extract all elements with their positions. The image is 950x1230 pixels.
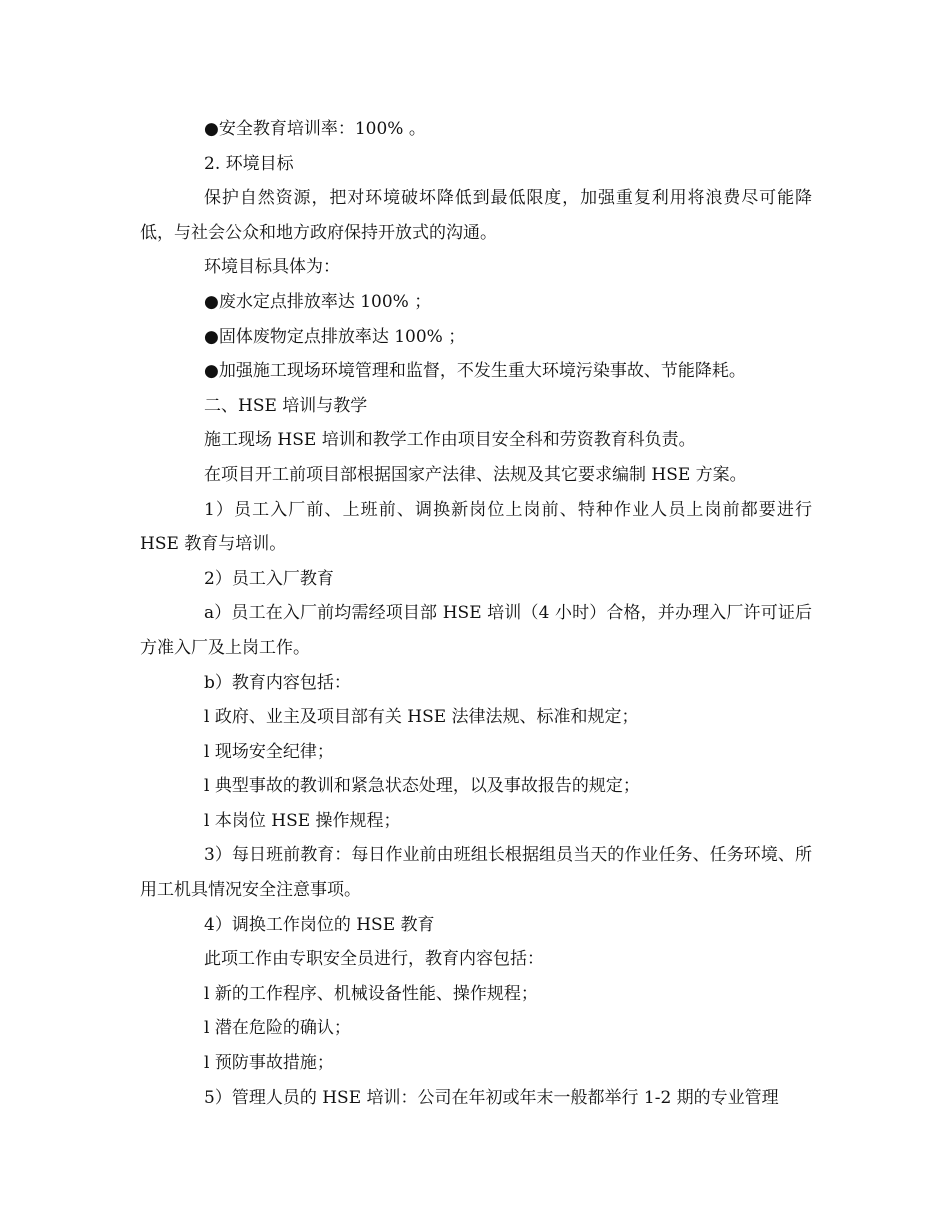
paragraph-safety-officer: 此项工作由专职安全员进行，教育内容包括：	[204, 949, 544, 970]
bullet-safety-training-rate: ●安全教育培训率：100% 。	[204, 119, 426, 139]
item-management-training: 5）管理人员的 HSE 培训：公司在年初或年末一般都举行 1-2 期的专业管理	[204, 1087, 779, 1108]
list-item-hazard-identification: l 潜在危险的确认；	[204, 1018, 351, 1039]
heading-environment-target: 2. 环境目标	[204, 153, 294, 174]
bullet-environment-management: ●加强施工现场环境管理和监督，不发生重大环境污染事故、节能降耗。	[204, 361, 746, 382]
subitem-b-education-content: b）教育内容包括：	[204, 672, 351, 693]
list-item-operating-procedures: l 本岗位 HSE 操作规程；	[204, 810, 401, 831]
list-item-accident-prevention: l 预防事故措施；	[204, 1053, 334, 1074]
paragraph-environment-protection: 保护自然资源，把对环境破坏降低到最低限度，加强重复利用将浪费尽可能降低，与社会公众和地方政府保持开放式的沟通。	[140, 188, 812, 243]
bullet-wastewater-discharge: ●废水定点排放率达 100% ；	[204, 291, 432, 312]
item-employee-pre-entry-training: 1）员工入厂前、上班前、调换新岗位上岗前、特种作业人员上岗前都要进行 HSE 教育与培训。	[140, 499, 812, 555]
paragraph-environment-target-details: 环境目标具体为：	[204, 257, 340, 278]
bullet-solid-waste-discharge: ●固体废物定点排放率达 100% ；	[204, 326, 466, 347]
item-employee-entry-education: 2）员工入厂教育	[204, 568, 334, 589]
document-body	[140, 112, 812, 1115]
paragraph-hse-responsibility: 施工现场 HSE 培训和教学工作由项目安全科和劳资教育科负责。	[204, 430, 696, 451]
list-item-new-procedures: l 新的工作程序、机械设备性能、操作规程；	[204, 983, 538, 1004]
list-item-typical-accidents: l 典型事故的教训和紧急状态处理，以及事故报告的规定；	[204, 776, 640, 797]
heading-hse-training: 二、HSE 培训与教学	[204, 395, 368, 416]
paragraph-hse-plan: 在项目开工前项目部根据国家产法律、法规及其它要求编制 HSE 方案。	[204, 464, 747, 485]
list-item-regulations: l 政府、业主及项目部有关 HSE 法律法规、标准和规定；	[204, 707, 639, 728]
list-item-site-discipline: l 现场安全纪律；	[204, 741, 334, 762]
item-daily-pre-shift-education: 3）每日班前教育：每日作业前由班组长根据组员当天的作业任务、任务环境、所用工机具情况安全注意事项。	[140, 845, 812, 901]
subitem-a-entry-qualification: a）员工在入厂前均需经项目部 HSE 培训（4 小时）合格，并办理入厂许可证后方准入厂及上岗工作。	[140, 603, 812, 658]
item-job-change-education: 4）调换工作岗位的 HSE 教育	[204, 914, 435, 935]
